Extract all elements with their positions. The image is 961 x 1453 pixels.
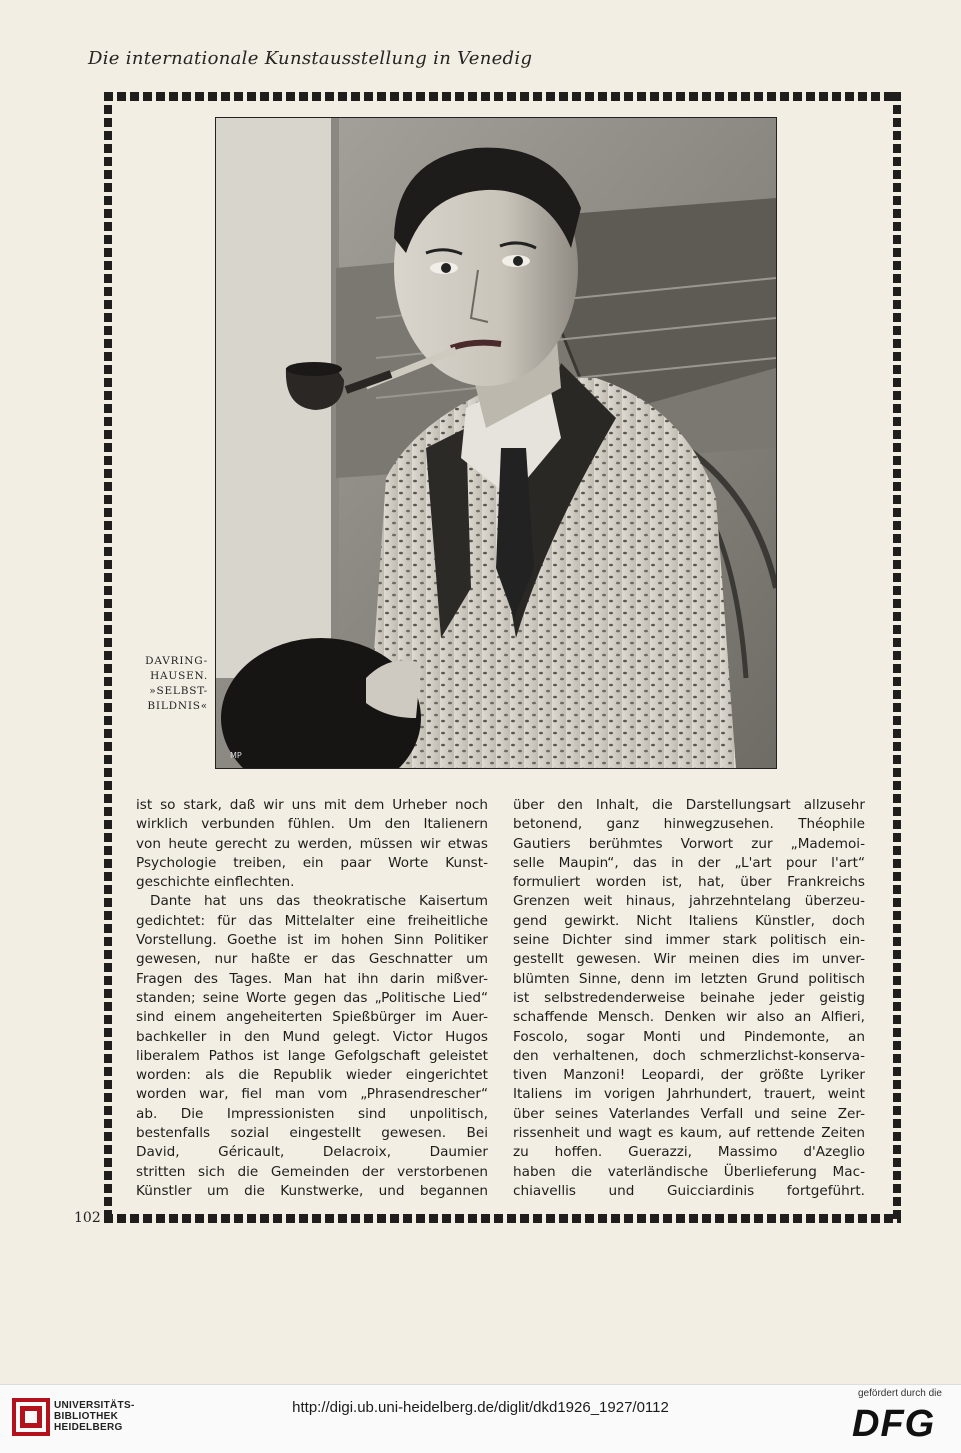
painting-monogram: MP (230, 751, 242, 760)
text-line: bestenfalls sozial eingestellt gewesen. Bei (136, 1125, 488, 1142)
caption-line: BILDNIS« (147, 700, 208, 712)
text-line: ist so stark, daß wir uns mit dem Urheber noch (136, 797, 488, 813)
text-line: zu hoffen. Guerazzi, Massimo d'Azeglio (513, 1144, 865, 1161)
frame-left-border (104, 92, 112, 1223)
text-line: Fragen des Tages. Man hat ihn darin mißver- (136, 970, 488, 987)
text-column-left (136, 796, 488, 1201)
text-line: formuliert worden ist, hat, über Frankreichs (513, 874, 865, 891)
running-header: Die internationale Kunstausstellung in Venedig (88, 48, 533, 69)
text-line: selle Maupin“, das in der „L'art pour l'art“ (513, 854, 865, 871)
caption-line: DAVRING- (145, 655, 208, 667)
text-line: tiven Manzoni! Leopardi, der größte Lyriker (513, 1067, 865, 1084)
text-line: über den Inhalt, die Darstellungsart allzusehr (513, 797, 865, 813)
text-line: gestellt gewesen. Wir meinen dies im unver- (513, 951, 865, 968)
institution-line: HEIDELBERG (54, 1422, 123, 1433)
text-line: über seines Vaterlandes Verfall und seine Zer- (513, 1105, 865, 1122)
caption-line: »SELBST- (149, 685, 208, 697)
text-line: bachkeller in den Mund gelegt. Victor Hugos (136, 1028, 488, 1045)
figure-caption (133, 654, 208, 714)
funding-note: gefördert durch die (858, 1388, 942, 1399)
viewer-footer (0, 1384, 961, 1453)
text-line: Italiens im vorigen Jahrhundert, trauert, weint (513, 1086, 865, 1103)
frame-bottom-border (104, 1214, 901, 1223)
text-line: betonend, ganz hinwegzusehen. Théophile (513, 816, 865, 833)
institution-line: BIBLIOTHEK (54, 1411, 119, 1422)
caption-line: HAUSEN. (150, 670, 208, 682)
text-line: Grenzen weit hinaus, jahrzehntelang überzeu- (513, 893, 865, 910)
text-line: chiavellis und Guicciardinis fortgeführt. (513, 1182, 865, 1199)
text-line: liberalem Pathos ist lange Gefolgschaft geleistet (136, 1047, 488, 1064)
text-line: den verhaltenen, doch schmerzlichst-konserva- (513, 1047, 865, 1064)
text-line: von heute gerecht zu werden, müssen wir etwas (136, 835, 488, 852)
text-line: wirklich verbunden fühlen. Um den Italienern (136, 816, 488, 833)
text-line: sind einem angeheiterten Spießbürger im Auer- (136, 1009, 488, 1026)
text-line: geschichte einflechten. (136, 874, 295, 891)
text-line: Psychologie treiben, ein paar Worte Kunst- (136, 854, 488, 871)
text-line: blümten Sinne, denn im letzten Grund politisch (513, 970, 865, 987)
text-line: stritten sich die Gemeinden der verstorbenen (136, 1163, 488, 1180)
text-line: gend gewirkt. Nicht Italiens Künstler, doch (513, 912, 865, 929)
text-line: David, Géricault, Delacroix, Daumier (136, 1144, 488, 1161)
text-line: worden: als die Republik wieder eingerichtet (136, 1067, 488, 1084)
permalink-url[interactable]: http://digi.ub.uni-heidelberg.de/diglit/dkd1926_1927/0112 (292, 1399, 669, 1416)
text-line: gedichtet: für das Mittelalter eine freiheitliche (136, 912, 488, 929)
text-line: standen; seine Worte gegen das „Politische Lied“ (136, 989, 488, 1006)
text-column-right (513, 796, 865, 1201)
text-line: Vorstellung. Goethe ist im hohen Sinn Politiker (136, 932, 488, 949)
text-line: Foscolo, sogar Monti und Pindemonte, an (513, 1028, 865, 1045)
text-line: seine Dichter sind immer stark politisch ein- (513, 932, 865, 949)
self-portrait-illustration (216, 118, 776, 768)
text-line: Dante hat uns das theokratische Kaisertum (150, 893, 488, 910)
text-line: gewesen, nur haßte er das Geschnatter um (136, 951, 488, 968)
text-line: schaffende Mensch. Denken wir also an Alfieri, (513, 1009, 865, 1026)
text-line: Künstler um die Kunstwerke, und begannen (136, 1182, 488, 1199)
page-number: 102 (74, 1210, 101, 1226)
text-line: worden war, fiel man vom „Phrasendrescher“ (136, 1086, 488, 1103)
frame-right-border (893, 92, 901, 1223)
text-line: ab. Die Impressionisten sind unpolitisch, (136, 1105, 488, 1122)
text-line: haben die vaterländische Überlieferung Mac- (513, 1163, 865, 1180)
frame-top-border (104, 92, 901, 101)
text-line: Gautiers berühmtes Vorwort zur „Mademoi- (513, 835, 865, 852)
dfg-logo[interactable]: DFG (852, 1403, 936, 1445)
institution-line: UNIVERSITÄTS- (54, 1400, 135, 1411)
portrait-image (215, 117, 777, 769)
text-line: rissenheit und wagt es kaum, auf rettende Zeiten (513, 1125, 865, 1142)
text-line: ist selbstredenderweise beinahe jeder geistig (513, 989, 865, 1006)
